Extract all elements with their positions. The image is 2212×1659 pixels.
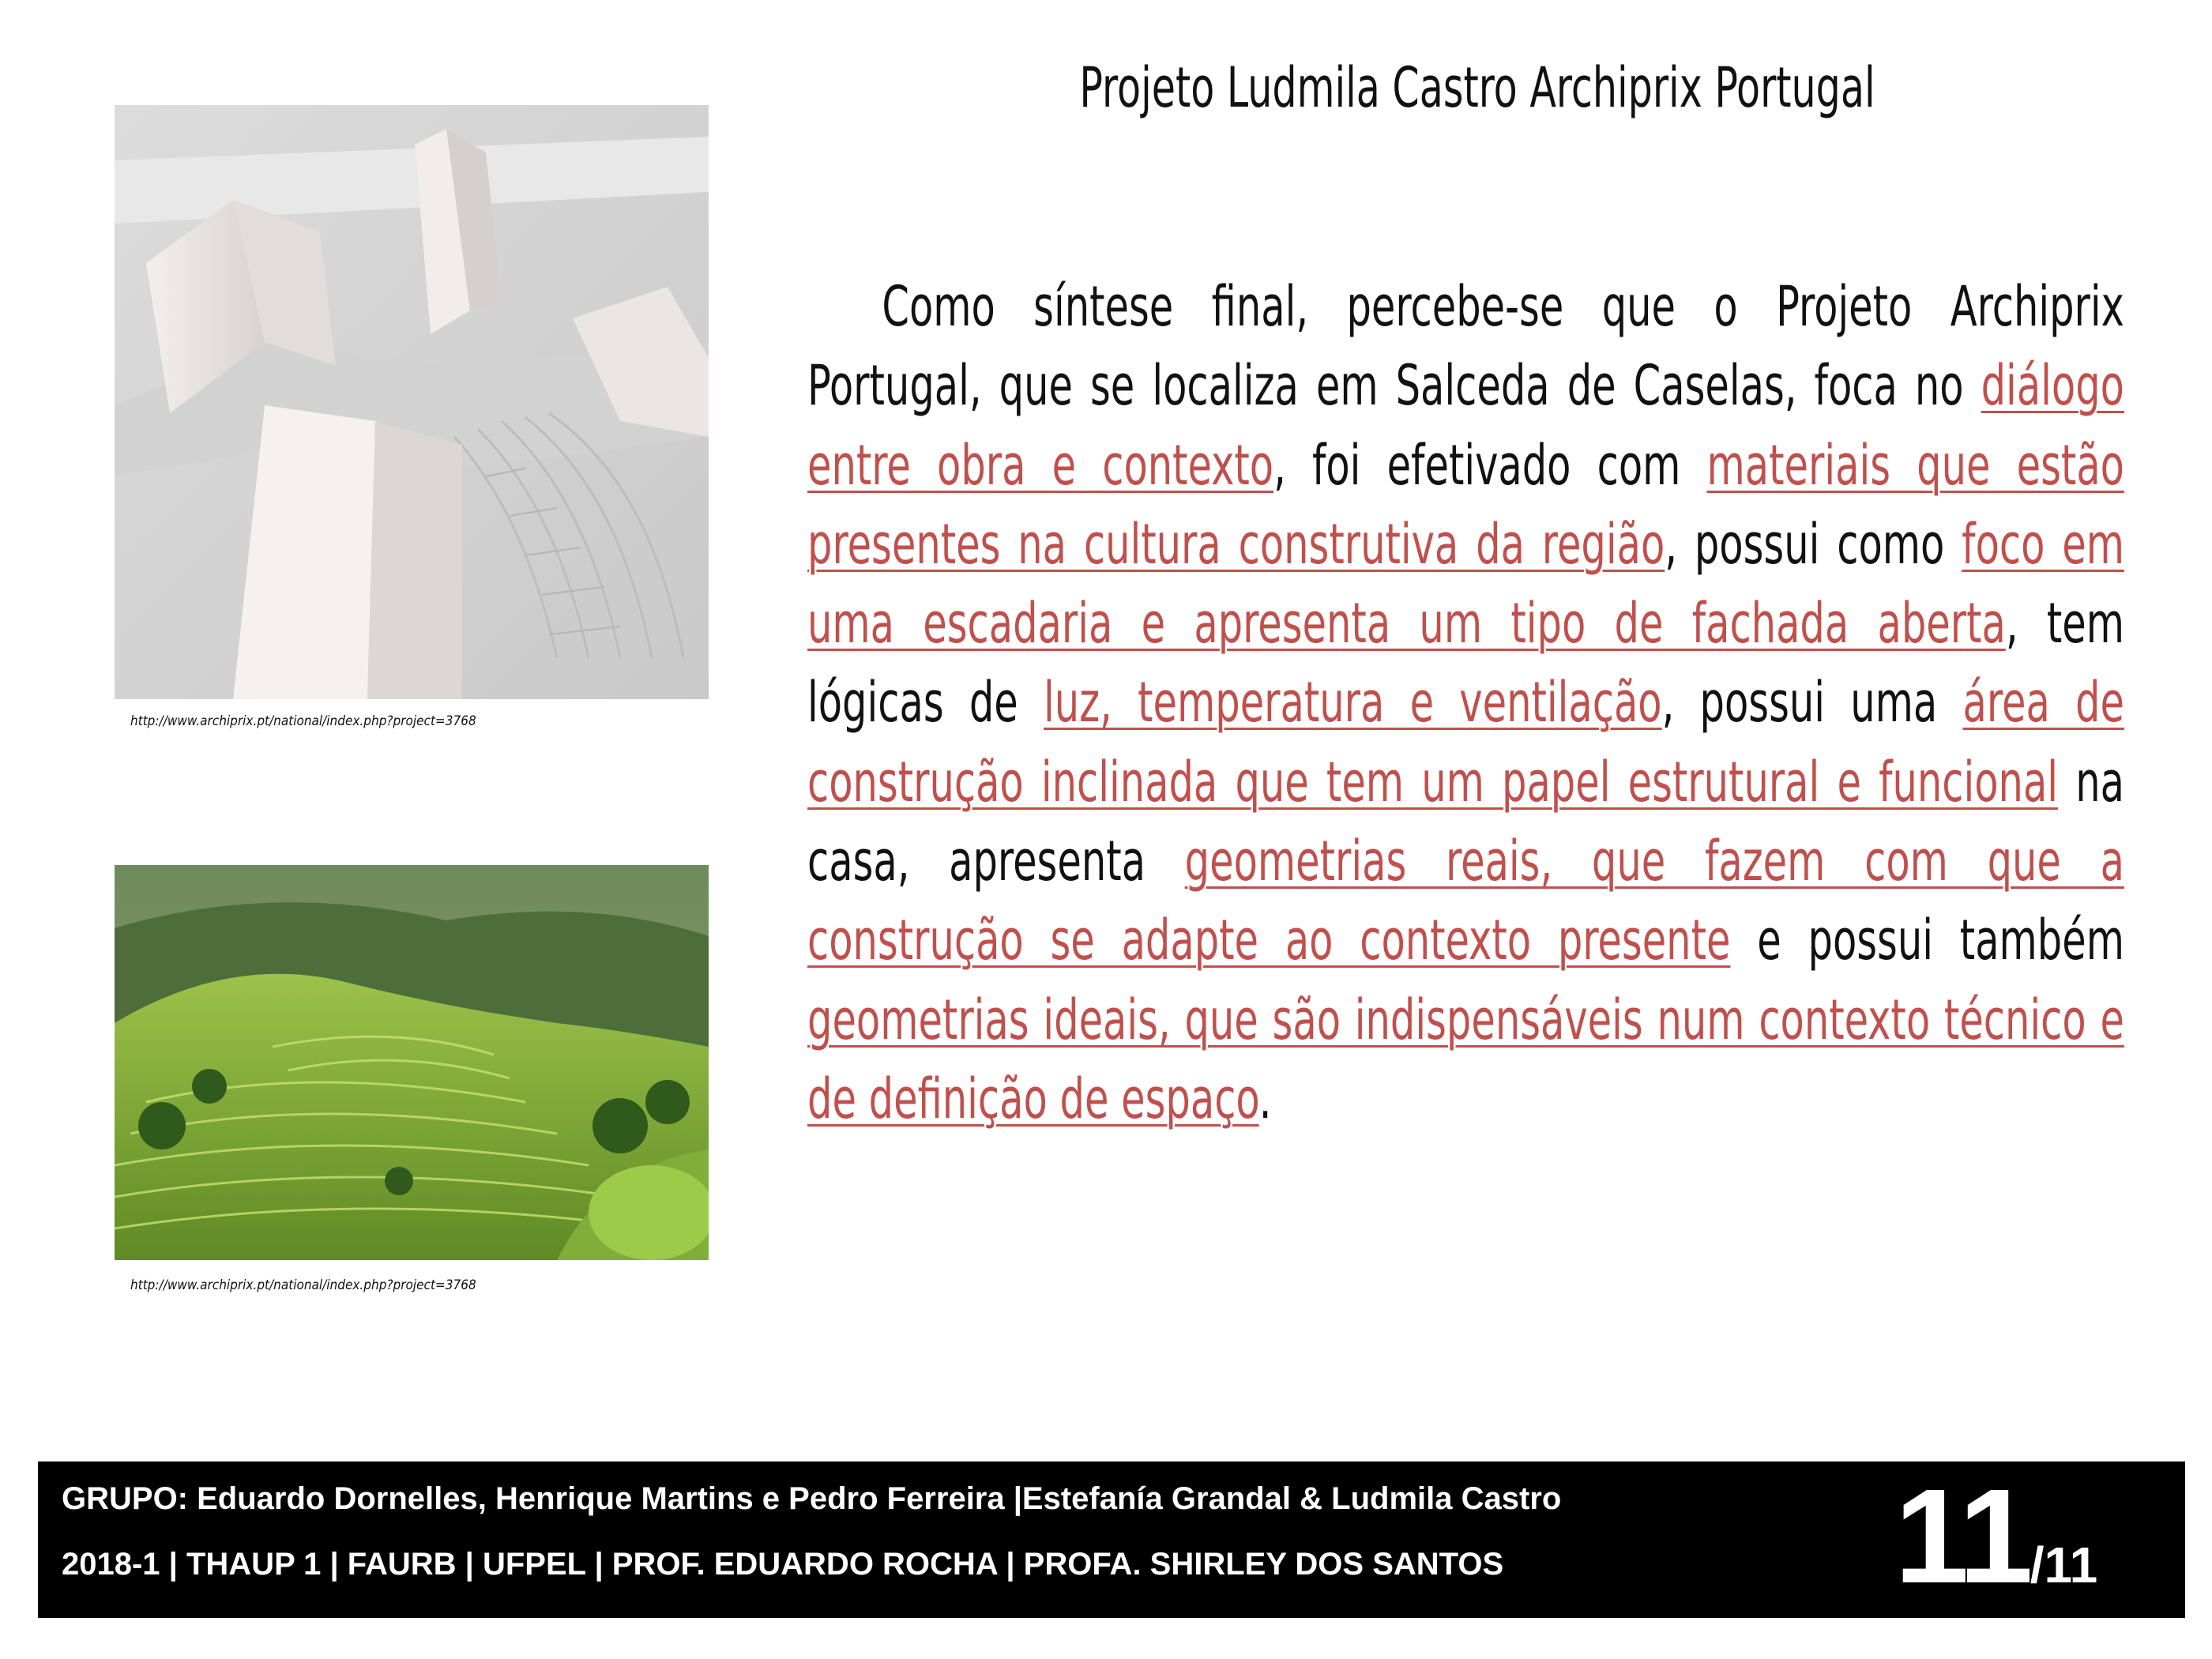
highlighted-phrase: geometrias ideais, que são indispensáveis num contexto técnico e de definição de espaço (807, 987, 2124, 1131)
image-caption: http://www.archiprix.pt/national/index.php?project=3768 (130, 713, 476, 729)
body-text-segment: na casa, apresenta (807, 749, 2124, 894)
body-paragraph (807, 267, 2124, 1138)
highlighted-phrase: diálogo entre obra e contexto (807, 353, 2124, 498)
highlighted-phrase: luz, temperatura e ventilação (1044, 670, 1662, 735)
highlighted-phrase: geometrias reais, que fazem com que a construção se adapte ao contexto presente (807, 829, 2124, 973)
page-total: /11 (2030, 1537, 2098, 1593)
footer-bar (38, 1462, 2185, 1618)
architecture-model-image (115, 105, 709, 699)
body-text-segment: e possui também (1730, 908, 2124, 973)
body-text-segment: . (1258, 1066, 1272, 1131)
terraced-landscape-image (115, 865, 709, 1260)
highlighted-phrase: área de construção inclinada que tem um papel estrutural e funcional (807, 670, 2124, 814)
page-number (1894, 1462, 2098, 1612)
image-caption: http://www.archiprix.pt/national/index.php?project=3768 (130, 1277, 476, 1293)
body-text-segment: , foi efetivado com (1273, 432, 1707, 498)
body-text-segment: , possui como (1665, 511, 1962, 577)
footer-group-line: GRUPO: Eduardo Dornelles, Henrique Martins e Pedro Ferreira |Estefanía Grandal & Ludmila Castro (62, 1481, 1562, 1516)
highlighted-phrase: foco em uma escadaria e apresenta um tipo de fachada aberta (807, 511, 2124, 656)
terraced-landscape-icon (115, 865, 709, 1260)
page-current: 11 (1894, 1462, 2030, 1612)
body-text-segment: , possui uma (1661, 670, 1963, 735)
body-text-segment: Como síntese final, percebe-se que o Projeto Archiprix Portugal, que se localiza em Salceda de Caselas, foca no (807, 274, 2124, 419)
body-text-segment: , tem lógicas de (807, 591, 2124, 735)
page-title: Projeto Ludmila Castro Archiprix Portugal (1079, 55, 1875, 120)
architecture-model-icon (115, 105, 709, 699)
highlighted-phrase: materiais que estão presentes na cultura construtiva da região (807, 432, 2124, 577)
footer-course-line: 2018-1 | THAUP 1 | FAURB | UFPEL | PROF. EDUARDO ROCHA | PROFA. SHIRLEY DOS SANTOS (62, 1547, 1504, 1582)
